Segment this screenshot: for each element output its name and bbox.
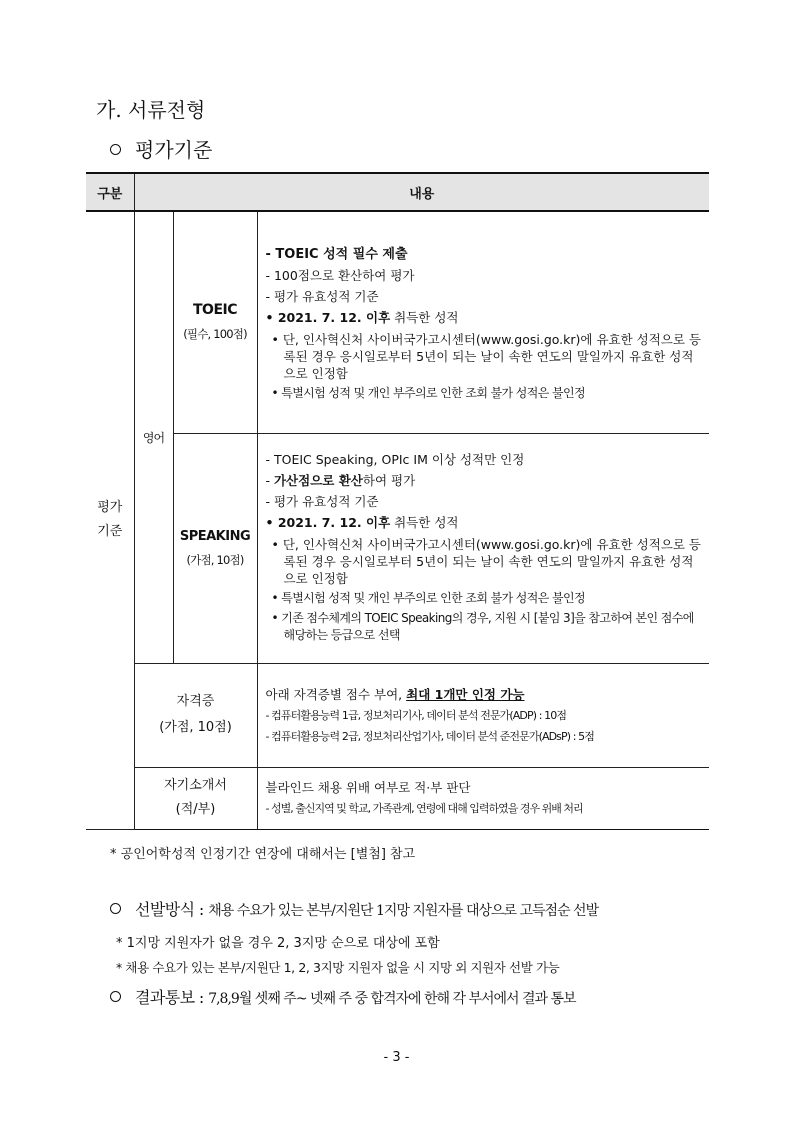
evaluation-criteria-table xyxy=(86,172,709,830)
speaking-line-2-bold: 가산점으로 환산 xyxy=(273,473,363,488)
toeic-line-1: - TOEIC 성적 필수 제출 xyxy=(265,246,408,262)
selection-note-2: * 채용 수요가 있는 본부/지원단 1, 2, 3지망 지원자 없을 시 지망 외 지원자 선발 가능 xyxy=(116,960,560,975)
intro-label-cell xyxy=(134,767,257,829)
row-group-label xyxy=(86,211,134,829)
cert-label-cell xyxy=(134,663,257,767)
selection-label: 선발방식 : xyxy=(135,900,204,919)
toeic-bullet-gosi: • 단, 인사혁신처 사이버국가고시센터(www.gosi.go.kr)에 유효한 성적으로 등록된 경우 응시일로부터 5년이 되는 날이 속한 연도의 말일까지 유효한 성적으로 인정함 xyxy=(271,331,702,381)
cert-line-2: - 컴퓨터활용능력 1급, 정보처리기사, 데이터 분석 전문가(ADP) : 10점 xyxy=(265,708,567,722)
speaking-label-cell xyxy=(173,433,257,663)
toeic-date-line: • 2021. 7. 12. 이후 취득한 성적 xyxy=(265,309,459,325)
result-label: 결과통보 : xyxy=(135,988,204,1007)
speaking-bullet-existing: • 기존 점수체계의 TOEIC Speaking의 경우, 지원 시 [붙임 3]을 참고하여 본인 점수에 해당하는 등급으로 선택 xyxy=(271,611,694,642)
toeic-line-2: - 100점으로 환산하여 평가 xyxy=(265,267,415,283)
english-label: 영어 xyxy=(134,211,173,663)
toeic-bullet-special-text: 특별시험 성적 및 개인 부주의로 인한 조회 불가 성적은 불인정 xyxy=(281,385,585,400)
toeic-row xyxy=(86,211,709,433)
subsection-title xyxy=(110,134,212,163)
toeic-date-rest: 취득한 성적 xyxy=(390,309,459,325)
toeic-line-3: - 평가 유효성적 기준 xyxy=(265,288,379,304)
toeic-note: (필수, 100점) xyxy=(183,327,247,342)
speaking-line-2-rest: 하여 평가 xyxy=(362,473,416,488)
subsection-title-text: 평가기준 xyxy=(135,138,213,162)
selection-body: 채용 수요가 있는 본부/지원단 1지망 지원자를 대상으로 고득점순 선발 xyxy=(208,903,599,919)
row-group-label-line1: 평가 xyxy=(97,500,123,516)
intro-name: 자기소개서 xyxy=(164,778,227,793)
toeic-label-cell xyxy=(173,211,257,433)
cert-line-1-bold: 최대 1개만 인정 가능 xyxy=(406,686,525,702)
speaking-line-3: - 평가 유효성적 기준 xyxy=(265,494,379,509)
section-title: 가. 서류전형 xyxy=(96,98,206,122)
intro-note: (적/부) xyxy=(175,802,216,817)
circle-bullet-icon xyxy=(110,144,121,155)
row-group-label-line2: 기준 xyxy=(97,524,123,540)
circle-bullet-icon xyxy=(110,903,121,914)
cert-name: 자격증 xyxy=(176,694,215,709)
speaking-note: (가점, 10점) xyxy=(186,552,244,567)
cert-line-1 xyxy=(266,684,702,705)
header-content: 내용 xyxy=(134,173,709,211)
table-header-row xyxy=(86,173,709,211)
toeic-date-bold: 2021. 7. 12. 이후 xyxy=(277,309,391,325)
result-body: 7,8,9월 셋째 주~ 넷째 주 중 합격자에 한해 각 부서에서 결과 통보 xyxy=(208,991,576,1007)
intro-line-1: 블라인드 채용 위배 여부로 적·부 판단 xyxy=(265,780,471,795)
cert-line-1-prefix: 아래 자격증별 점수 부여, xyxy=(265,686,407,702)
speaking-bullet-gosi: • 단, 인사혁신처 사이버국가고시센터(www.gosi.go.kr)에 유효한 성적으로 등록된 경우 응시일로부터 5년이 되는 날이 속한 연도의 말일까지 유효한 성적으로 인정함 xyxy=(271,537,702,586)
intro-line-2: - 성별, 출신지역 및 학교, 가족관계, 연령에 대해 입력하였을 경우 위배 처리 xyxy=(265,802,583,815)
speaking-date-line: • 2021. 7. 12. 이후 취득한 성적 xyxy=(265,515,459,530)
speaking-bullet-existing-text: 기존 점수체계의 TOEIC Speaking의 경우, 지원 시 [붙임 3]을 참고하여 본인 점수에 해당하는 등급으로 선택 xyxy=(281,611,694,642)
cert-row xyxy=(86,663,709,767)
speaking-content xyxy=(257,433,709,663)
intro-row xyxy=(86,767,709,829)
circle-bullet-icon xyxy=(110,991,121,1002)
speaking-row xyxy=(86,433,709,663)
selection-method xyxy=(110,897,598,920)
speaking-bullet-gosi-text: 단, 인사혁신처 사이버국가고시센터(www.gosi.go.kr)에 유효한 성적으로 등록된 경우 응시일로부터 5년이 되는 날이 속한 연도의 말일까지 유효한 성적으로 인정함 xyxy=(282,537,702,586)
toeic-bullet-special: • 특별시험 성적 및 개인 부주의로 인한 조회 불가 성적은 불인정 xyxy=(271,385,585,400)
speaking-name: SPEAKING xyxy=(179,528,251,544)
speaking-date-rest: 취득한 성적 xyxy=(390,515,459,530)
cert-note: (가점, 10점) xyxy=(159,720,232,735)
cert-line-3: - 컴퓨터활용능력 2급, 정보처리산업기사, 데이터 분석 준전문가(ADsP) : 5점 xyxy=(265,729,594,743)
speaking-line-1: - TOEIC Speaking, OPIc IM 이상 성적만 인정 xyxy=(265,452,525,467)
speaking-line-2 xyxy=(266,470,702,491)
speaking-line-2-prefix: - xyxy=(265,473,274,488)
language-score-note: * 공인어학성적 인정기간 연장에 대해서는 [별첨] 참고 xyxy=(110,847,416,862)
speaking-bullet-special-text: 특별시험 성적 및 개인 부주의로 인한 조회 불가 성적은 불인정 xyxy=(281,591,585,605)
speaking-bullet-special: • 특별시험 성적 및 개인 부주의로 인한 조회 불가 성적은 불인정 xyxy=(271,591,585,605)
toeic-bullet-gosi-text: 단, 인사혁신처 사이버국가고시센터(www.gosi.go.kr)에 유효한 성적으로 등록된 경우 응시일로부터 5년이 되는 날이 속한 연도의 말일까지 유효한 성적으로 인정함 xyxy=(282,331,702,381)
toeic-name: TOEIC xyxy=(193,302,237,319)
header-category: 구분 xyxy=(86,173,134,211)
speaking-date-bold: 2021. 7. 12. 이후 xyxy=(277,515,391,530)
cert-content xyxy=(257,663,709,767)
selection-note-1: * 1지망 지원자가 없을 경우 2, 3지망 순으로 대상에 포함 xyxy=(116,936,440,951)
page-number: - 3 - xyxy=(383,1050,410,1065)
intro-content xyxy=(257,767,709,829)
toeic-content xyxy=(257,211,709,433)
result-notice xyxy=(110,985,576,1008)
